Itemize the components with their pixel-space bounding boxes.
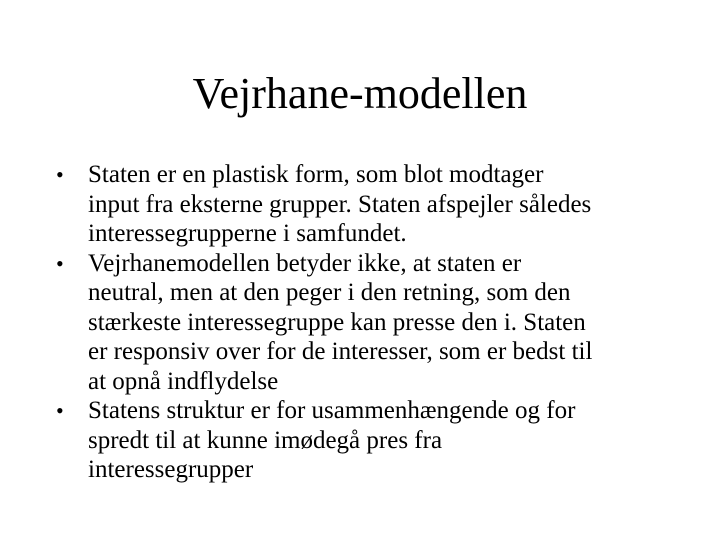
bullet-item <box>56 160 676 249</box>
bullet-marker: • <box>56 250 64 276</box>
bullet-marker: • <box>56 398 64 423</box>
bullet-text-line: interessegrupper <box>88 456 254 483</box>
bullet-list <box>56 160 676 485</box>
bullet-marker: • <box>56 162 64 187</box>
bullet-text-line: neutral, men at den peger i den retning, som den <box>88 279 571 306</box>
slide-title: Vejrhane-modellen <box>192 69 528 118</box>
bullet-text-line: stærkeste interessegruppe kan presse den i. Staten <box>88 308 586 336</box>
bullet-text-line: spredt til at kunne imødegå pres fra <box>88 426 443 454</box>
bullet-item <box>56 396 676 485</box>
bullet-text-line: interessegrupperne i samfundet. <box>88 220 407 247</box>
bullet-text-line: at opnå indflydelse <box>88 367 279 395</box>
bullet-text-line: er responsiv over for de interesser, som er bedst til <box>88 338 593 365</box>
bullet-text-line: Staten er en plastisk form, som blot modtager <box>88 161 544 188</box>
bullet-text-line: Statens struktur er for usammenhængende og for <box>88 397 576 424</box>
bullet-text-line: input fra eksterne grupper. Staten afspejler således <box>88 190 592 218</box>
bullet-text-line: Vejrhanemodellen betyder ikke, at staten er <box>88 249 522 277</box>
bullet-item <box>56 249 676 397</box>
